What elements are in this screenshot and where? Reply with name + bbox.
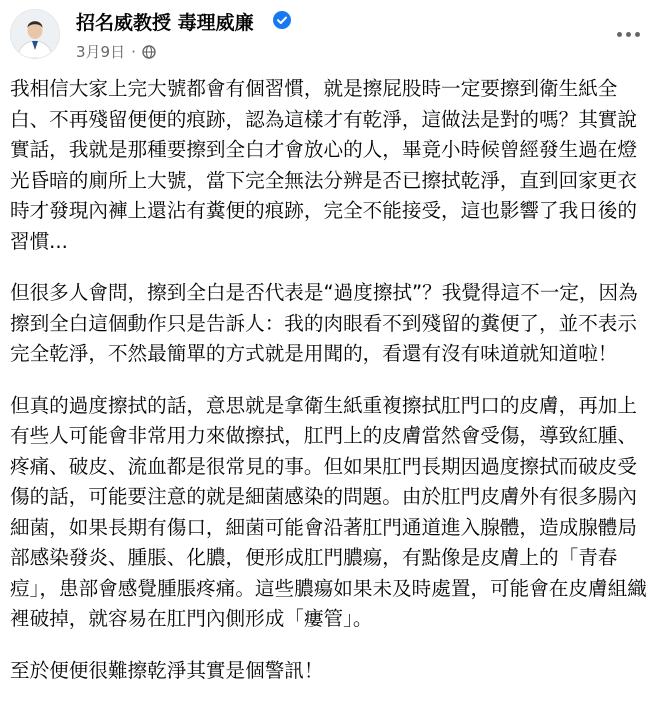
globe-icon [142, 45, 156, 59]
post-paragraph: 至於便便很難擦乾淨其實是個警訊！ [10, 658, 324, 682]
meta-separator: · [131, 42, 136, 61]
post-paragraph: 但真的過度擦拭的話，意思就是拿衛生紙重複擦拭肛門口的皮膚，再加上有些人可能會非常用力來做擦拭，肛門上的皮膚當然會受傷，導致紅腫、疼痛、破皮、流血都是很常見的事。但如果肛門長期因過度擦拭而破皮受傷的話，可能要注意的就是細菌感染的問題。由於肛門皮膚外有很多腸內細菌，如果長期有傷口，細菌可能會沿著肛門通道進入腺體，造成腺體局部感染發炎、腫脹、化膿，便形成肛門膿瘍，有點像是皮膚上的「青春痘」，患部會感覺腫脹疼痛。這些膿瘍如果未及時處置，可能會在皮膚組織裡破掉，就容易在肛門內側形成「瘻管」。 [10, 393, 647, 630]
verified-badge-icon [273, 11, 291, 29]
more-options-icon[interactable] [612, 22, 644, 46]
author-name[interactable]: 招名威教授 毒理威廉 [76, 12, 254, 34]
avatar-image [11, 10, 59, 58]
author-avatar[interactable] [10, 9, 60, 59]
post-header [0, 0, 659, 70]
post-paragraph: 但很多人會問，擦到全白是否代表是“過度擦拭”？我覺得這不一定，因為擦到全白這個動作只是告訴人：我的肉眼看不到殘留的糞便了，並不表示完全乾淨，不然最簡單的方式就是用聞的，看還有沒有味道就知道啦！ [10, 281, 638, 365]
post-meta [76, 41, 156, 62]
post-paragraph: 我相信大家上完大號都會有個習慣，就是擦屁股時一定要擦到衛生紙全白、不再殘留便便的痕跡，認為這樣才有乾淨，這做法是對的嗎？其實說實話，我就是那種要擦到全白才會放心的人，畢竟小時候曾經發生過在燈光昏暗的廁所上大號，當下完全無法分辨是否已擦拭乾淨，直到回家更衣時才發現內褲上還沾有糞便的痕跡，完全不能接受，這也影響了我日後的習慣... [10, 77, 637, 253]
post-body [10, 74, 650, 707]
post-date[interactable]: 3月9日 [76, 43, 126, 61]
